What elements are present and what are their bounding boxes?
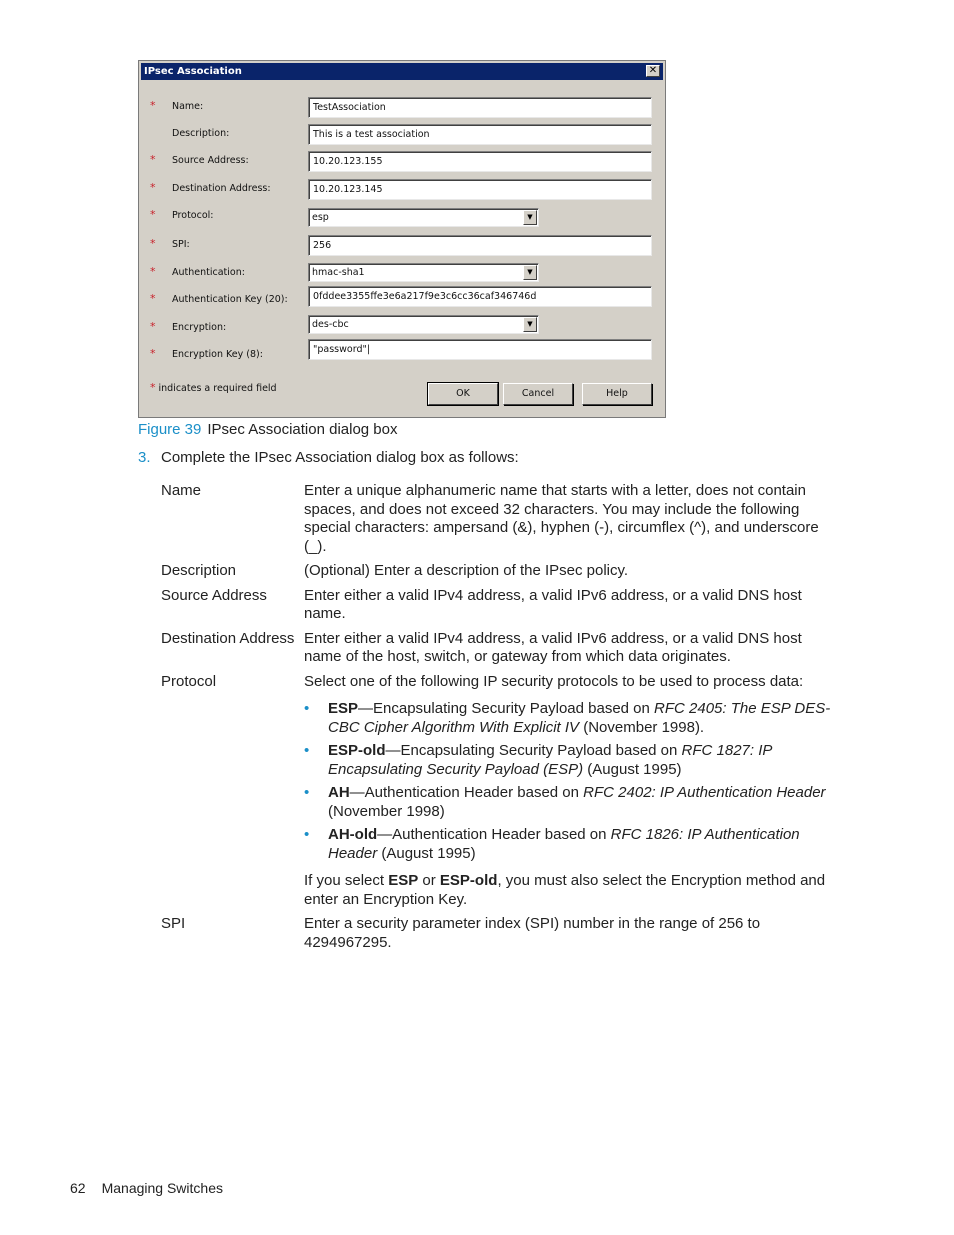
figure-caption [138, 421, 398, 438]
protocol-label: Protocol: [172, 210, 214, 221]
protocol-text: —Encapsulating Security Payload based on [358, 700, 655, 717]
authentication-selected-value: hmac-sha1 [312, 267, 365, 278]
protocol-note-text: , you must also select the Encryption method and enter an Encryption Key. [304, 872, 826, 908]
chevron-down-icon[interactable]: ▼ [523, 210, 537, 225]
protocol-name: ESP [328, 700, 359, 717]
protocol-row [139, 207, 665, 229]
protocol-rfc: RFC 1826: IP Authentication Header [328, 826, 800, 862]
cancel-button[interactable]: Cancel [503, 383, 573, 405]
help-button[interactable]: Help [582, 383, 652, 405]
term-name: Name [161, 482, 202, 499]
protocol-name: ESP-old [328, 742, 386, 759]
protocol-note-text: If you select [304, 872, 389, 889]
required-field-note-text: indicates a required field [158, 383, 277, 394]
encryption-key-input[interactable]: "password"| [308, 339, 652, 360]
destination-address-row [139, 180, 665, 202]
definition-spi [161, 915, 841, 952]
protocol-name: AH-old [328, 826, 378, 843]
figure-number: Figure 39 [138, 421, 202, 438]
step-text: Complete the IPsec Association dialog box as follows: [161, 449, 519, 466]
desc-name: Enter a unique alphanumeric name that starts with a letter, does not contain spaces, and does not exceed 32 characters. You may include the following special characters: ampersand (&), hyphen (-), circumflex (^), and underscore (_). [304, 482, 819, 555]
source-address-label: Source Address: [172, 155, 249, 166]
destination-address-label: Destination Address: [172, 183, 271, 194]
name-row [139, 98, 665, 120]
list-item [304, 784, 841, 821]
required-star-icon: * [150, 237, 156, 250]
name-label: Name: [172, 101, 204, 112]
required-star-icon: * [150, 381, 156, 394]
name-input[interactable]: TestAssociation [308, 97, 652, 118]
term-spi: SPI [161, 915, 186, 932]
definition-description [161, 562, 841, 581]
spi-label: SPI: [172, 239, 190, 250]
ok-button[interactable]: OK [428, 383, 498, 405]
spi-row [139, 236, 665, 258]
list-item [304, 742, 841, 779]
description-row [139, 125, 665, 147]
step-number: 3. [138, 449, 151, 466]
required-field-note [150, 382, 277, 394]
encryption-row [139, 319, 665, 341]
term-source-address: Source Address [161, 586, 267, 604]
term-protocol: Protocol [161, 672, 217, 690]
chevron-down-icon[interactable]: ▼ [523, 265, 537, 280]
bullet-icon: • [304, 826, 310, 843]
close-icon[interactable]: ✕ [646, 65, 660, 77]
required-star-icon: * [150, 292, 156, 305]
required-star-icon: * [150, 99, 156, 112]
required-star-icon: * [150, 208, 156, 221]
source-address-row [139, 152, 665, 174]
protocol-list [304, 700, 841, 863]
protocol-text: —Encapsulating Security Payload based on [385, 742, 682, 759]
protocol-text: —Authentication Header based on [377, 826, 611, 843]
required-star-icon: * [150, 153, 156, 166]
footer-section: Managing Switches [101, 1180, 223, 1196]
encryption-label: Encryption: [172, 322, 227, 333]
protocol-rfc: RFC 2405: The ESP DES-CBC Cipher Algorithm With Explicit IV [328, 700, 831, 736]
list-item [304, 826, 841, 863]
protocol-rfc: RFC 1827: IP Encapsulating Security Payload (ESP) [328, 742, 772, 778]
dialog-title: IPsec Association [144, 66, 242, 77]
authentication-key-row [139, 291, 665, 313]
destination-address-input[interactable]: 10.20.123.145 [308, 179, 652, 200]
figure-caption-text: IPsec Association dialog box [207, 421, 398, 438]
required-star-icon: * [150, 181, 156, 194]
desc-spi: Enter a security parameter index (SPI) number in the range of 256 to 4294967295. [304, 915, 761, 951]
desc-source-address: Enter either a valid IPv4 address, a valid IPv6 address, or a valid DNS host name. [304, 586, 802, 622]
protocol-text: —Authentication Header based on [349, 784, 584, 801]
protocol-date: (August 1995) [583, 760, 682, 778]
authentication-key-label: Authentication Key (20): [172, 294, 288, 305]
encryption-selected-value: des-cbc [312, 319, 349, 330]
field-definitions [161, 482, 841, 952]
term-destination-address: Destination Address [161, 629, 295, 647]
procedure-step [138, 449, 519, 466]
desc-destination-address: Enter either a valid IPv4 address, a valid IPv6 address, or a valid DNS host name of the host, switch, or gateway from which data originates. [304, 629, 802, 665]
source-address-input[interactable]: 10.20.123.155 [308, 151, 652, 172]
definition-name [161, 482, 841, 556]
encryption-key-row [139, 346, 665, 368]
protocol-note-esp: ESP [388, 872, 419, 889]
authentication-row [139, 264, 665, 286]
protocol-note-text: or [418, 872, 440, 889]
authentication-key-input[interactable]: 0fddee3355ffe3e6a217f9e3c6cc36caf346746d [308, 286, 652, 307]
description-input[interactable]: This is a test association [308, 124, 652, 145]
protocol-select[interactable] [308, 208, 539, 227]
bullet-icon: • [304, 784, 310, 801]
encryption-select[interactable] [308, 315, 539, 334]
encryption-key-label: Encryption Key (8): [172, 349, 263, 360]
required-star-icon: * [150, 320, 156, 333]
definition-protocol [161, 673, 841, 910]
protocol-note [304, 872, 841, 909]
bullet-icon: • [304, 742, 310, 759]
bullet-icon: • [304, 700, 310, 717]
protocol-date: (November 1998). [579, 718, 705, 736]
required-star-icon: * [150, 265, 156, 278]
desc-description: (Optional) Enter a description of the IPsec policy. [304, 562, 629, 579]
authentication-select[interactable] [308, 263, 539, 282]
list-item [304, 700, 841, 737]
chevron-down-icon[interactable]: ▼ [523, 317, 537, 332]
protocol-note-espold: ESP-old [439, 872, 498, 889]
protocol-date: (November 1998) [328, 802, 445, 820]
ipsec-association-dialog [138, 60, 666, 418]
page-number: 62 [70, 1180, 86, 1196]
protocol-date: (August 1995) [377, 844, 476, 862]
page-footer [70, 1180, 223, 1196]
spi-input[interactable]: 256 [308, 235, 652, 256]
description-label: Description: [172, 128, 230, 139]
authentication-label: Authentication: [172, 267, 245, 278]
term-description: Description [161, 562, 237, 579]
definition-destination-address [161, 630, 841, 667]
dialog-titlebar [141, 63, 663, 80]
definition-source-address [161, 587, 841, 624]
protocol-rfc: RFC 2402: IP Authentication Header [583, 784, 826, 801]
protocol-selected-value: esp [312, 212, 329, 223]
protocol-name: AH [328, 784, 350, 801]
required-star-icon: * [150, 347, 156, 360]
desc-protocol: Select one of the following IP security protocols to be used to process data: [304, 672, 804, 690]
